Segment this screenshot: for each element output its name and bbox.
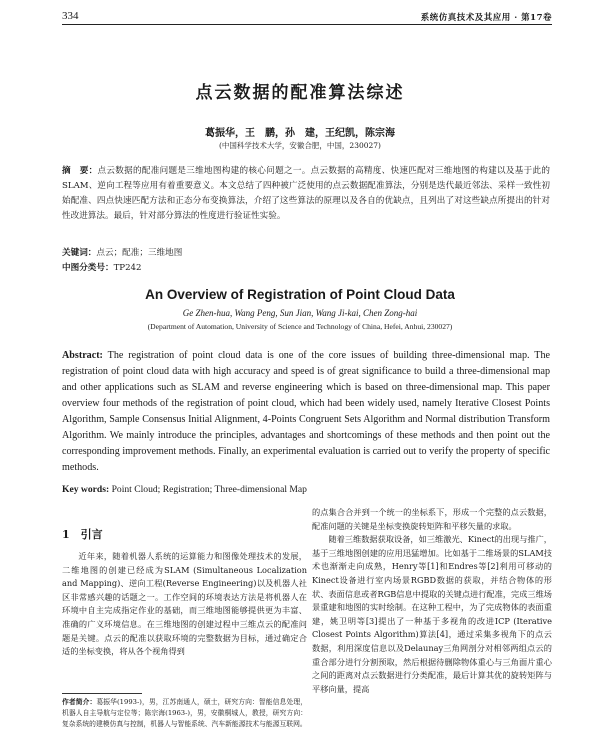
abstract-english xyxy=(62,348,550,476)
keywords-english-label: Key words: xyxy=(62,484,110,495)
abstract-english-text: The registration of point cloud data is one of the core issues of building three-dimensional map. The registration of point cloud data with high accuracy and speed is of great significance to build a three-dimensional map and other applications such as SLAM and reverse engineering which is based on three-dimensional map. This paper overview four methods of the registration of point cloud, which had been widely used, namely Iterative Closest Points Algorithm, Sample Consensus Initial Alignment, 4-Points Congruent Sets Algorithm and Normal distribution Transform Algorithm. We mainly introduce the principles, advantages and shortcomings of these methods and then point out the corresponding improvement methods. Finally, an experimental evaluation is carried out to verify the property of specific methods. xyxy=(62,350,550,473)
header-divider xyxy=(62,24,552,25)
affiliation-english: (Department of Automation, University of Science and Technology of China, Hefei, Anhui, 230027) xyxy=(147,322,453,331)
keywords-chinese xyxy=(62,246,182,258)
keywords-english xyxy=(62,484,307,495)
keywords-chinese-text: 点云；配准；三维地图 xyxy=(96,248,183,258)
affiliation-chinese: (中国科学技术大学，安徽合肥，中国，230027) xyxy=(219,141,381,150)
authors-chinese: 葛振华，王 鹏，孙 建，王纪凯，陈宗海 xyxy=(205,128,395,139)
keywords-chinese-label: 关键词： xyxy=(62,248,97,258)
footnote-divider xyxy=(62,693,142,694)
right-paragraph-2: 随着三维数据获取设备，如三维激光、Kinect的出现与推广，基于三维地图创建的应用迅猛增加。比如基于二维场景的SLAM技术也渐渐走向成熟，Henry等[1]和Endres等[2]利用可移动的Kinect设备进行室内场景RGBD数据的获取，并结合物体的形状、表面信息或者RGB信息中提取的关键点进行配准，完成三维场景重建和地图的实时绘制。在这种工程中，为了完成物体的表面重建，姚卫明等[3]提出了一种基于多视角的改进ICP (Iterative Closest Points Algorithm)算法[4]，通过采集多视角下的点云数据，利用深度信息以及Delaunay三角网剖分对相邻两组点云的重合部分进行分割预取，然后根据待删除物体重心与三角面片重心之间的距离对点云数据进行分类配准，最后计算其优的旋转矩阵与平移向量，提高 xyxy=(312,534,552,694)
authors-english: Ge Zhen-hua, Wang Peng, Sun Jian, Wang Ji-kai, Chen Zong-hai xyxy=(182,308,418,318)
title-chinese: 点云数据的配准算法综述 xyxy=(195,83,405,103)
classification-text: TP242 xyxy=(113,263,142,273)
footnote-text: 葛振华(1993-)，男，江苏南通人，硕士，研究方向：智能信息处理，机器人自主导航与定位等；陈宗海(1963-)，男，安徽桐城人，教授，研究方向：复杂系统的建模仿真与控制，机器人与智能系统、汽车新能源技术与能源互联网。 xyxy=(62,698,307,728)
page-number: 334 xyxy=(62,10,79,22)
journal-name: 系统仿真技术及其应用 · 第17卷 xyxy=(420,13,552,23)
title-english: An Overview of Registration of Point Cloud Data xyxy=(145,287,455,302)
author-footnote xyxy=(62,697,307,730)
footnote-label: 作者简介： xyxy=(62,698,97,706)
classification-number xyxy=(62,261,142,273)
abstract-chinese-label: 摘 要： xyxy=(62,166,98,176)
left-column-body xyxy=(62,550,307,659)
classification-label: 中图分类号： xyxy=(62,263,114,273)
abstract-chinese xyxy=(62,164,550,224)
abstract-english-label: Abstract: xyxy=(62,350,103,361)
intro-paragraph-1: 近年来，随着机器人系统的运算能力和图像处理技术的发展，二维地图的创建已经成为SLAM (Simultaneous Localization and Mapping)、逆向工程(Reverse Engineering)以及机器人社区非常感兴趣的话题之一。工作空间的环境表达方法是将机器人在环境中自主完成指定作业的基础，而三维地图能够提供更为丰富、准确的广义环境信息。在三维地图的创建过程中三维点云的配准问题是关键。点云的配准以获取环境的完整数据为目标，通过确定合适的坐标变换，将从各个视角得到 xyxy=(62,551,307,657)
section-heading-introduction: 1 引言 xyxy=(62,528,103,541)
right-column-body xyxy=(312,506,552,696)
right-paragraph-1: 的点集合合并到一个统一的坐标系下，形成一个完整的点云数据，配准问题的关键是坐标变换旋转矩阵和平移矢量的求取。 xyxy=(312,507,552,531)
abstract-chinese-text: 点云数据的配准问题是三维地图构建的核心问题之一。点云数据的高精度、快速匹配对三维地图的构建以及基于此的SLAM、逆向工程等应用有着重要意义。本文总结了四种被广泛使用的点云数据配准算法，分别是迭代最近邻法、采样一致性初始配准、四点快速匹配方法和正态分布变换算法，介绍了这些算法的原理以及各自的优缺点，且列出了对这些缺点所提出的针对性改进算法。最后，针对部分算法的性度进行验证性实验。 xyxy=(62,166,550,221)
keywords-english-text: Point Cloud; Registration; Three-dimensional Map xyxy=(109,484,307,495)
